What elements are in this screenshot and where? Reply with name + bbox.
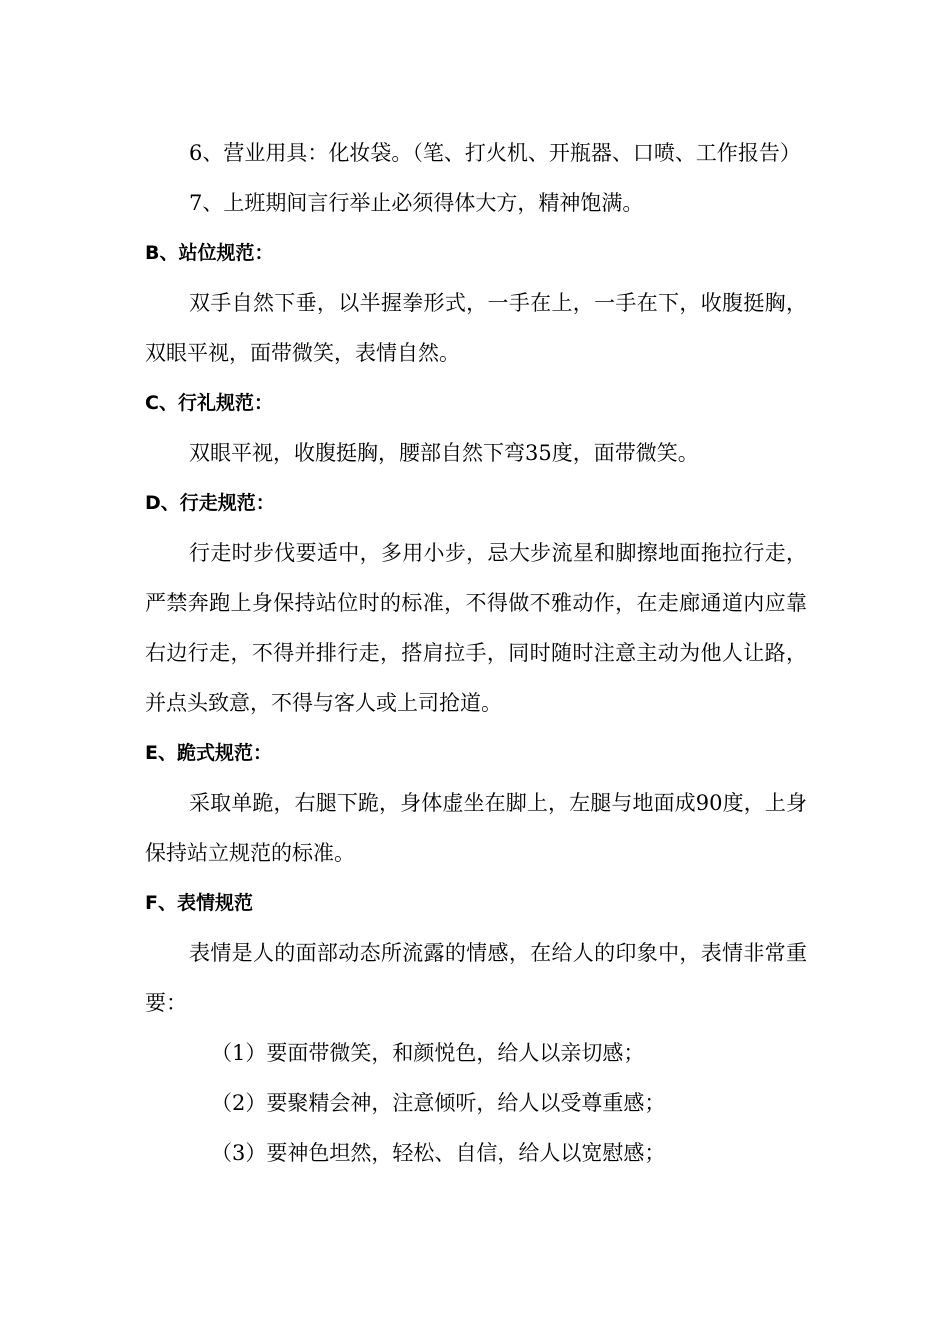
document-page bbox=[145, 128, 807, 1178]
section-f-body: 表情是人的面部动态所流露的情感，在给人的印象中，表情非常重要： bbox=[145, 941, 807, 1015]
section-c-heading: C、行礼规范： bbox=[145, 392, 273, 414]
section-e-body: 采取单跪，右腿下跪，身体虚坐在脚上，左腿与地面成90度，上身保持站立规范的标准。 bbox=[145, 791, 807, 865]
item-7-conduct: 7、上班期间言行举止必须得体大方，精神饱满。 bbox=[189, 191, 644, 215]
section-d-heading: D、行走规范： bbox=[145, 492, 275, 514]
section-d-body: 行走时步伐要适中，多用小步，忌大步流星和脚擦地面拖拉行走，严禁奔跑上身保持站位时的标准，不得做不雅动作，在走廊通道内应靠右边行走，不得并排行走，搭肩拉手，同时随时注意主动为他人让路，并点头致意，不得与客人或上司抢道。 bbox=[145, 541, 807, 715]
section-f-heading: F、表情规范 bbox=[145, 892, 253, 914]
section-c-body: 双眼平视，收腹挺胸，腰部自然下弯35度，面带微笑。 bbox=[189, 441, 699, 465]
section-b-body: 双手自然下垂，以半握拳形式，一手在上，一手在下，收腹挺胸，双眼平视，面带微笑，表情自然。 bbox=[145, 291, 807, 365]
section-b-heading: B、站位规范： bbox=[145, 242, 274, 264]
item-6-business-supplies: 6、营业用具：化妆袋。（笔、打火机、开瓶器、口喷、工作报告） bbox=[189, 141, 801, 165]
section-e-heading: E、跪式规范： bbox=[145, 742, 272, 764]
section-f-list-item: （3）要神色坦然，轻松、自信，给人以宽慰感； bbox=[211, 1141, 666, 1165]
section-f-list-item: （1）要面带微笑，和颜悦色，给人以亲切感； bbox=[211, 1041, 645, 1065]
section-f-list-item: （2）要聚精会神，注意倾听，给人以受尊重感； bbox=[211, 1091, 666, 1115]
